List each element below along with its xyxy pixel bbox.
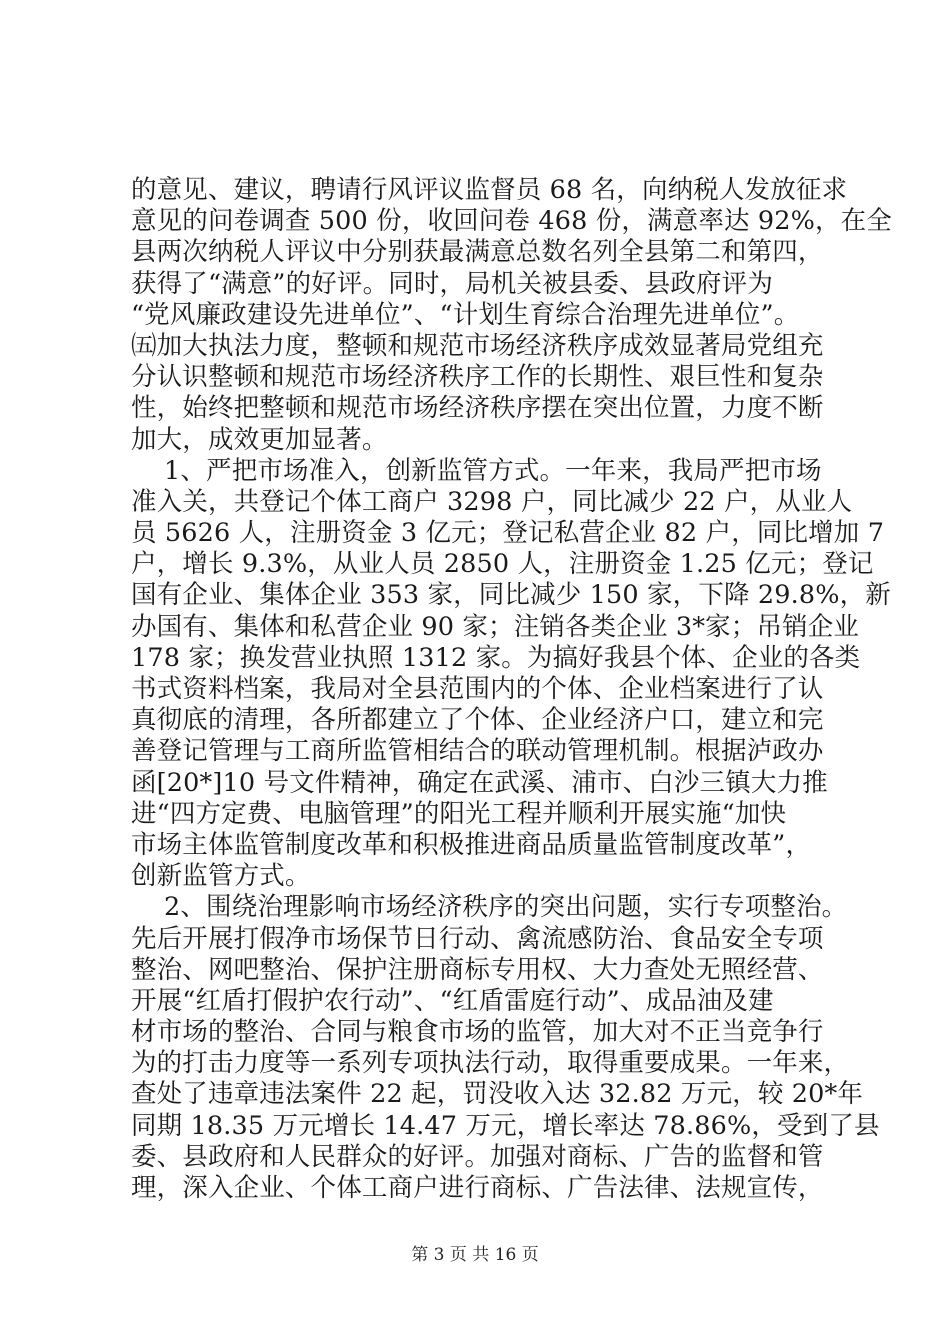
page-footer: 第 3 页 共 16 页 (411, 1245, 539, 1265)
text-line: 获得了“满意”的好评。同时，局机关被县委、县政府评为 (131, 268, 773, 299)
text-line: 分认识整顿和规范市场经济秩序工作的长期性、艰巨性和复杂 (131, 362, 824, 393)
text-line: 查处了违章违法案件 22 起，罚没收入达 32.82 万元，较 20*年 (131, 1079, 864, 1110)
document-body (131, 175, 892, 1204)
text-line: 函[20*]10 号文件精神，确定在武溪、浦市、白沙三镇大力推 (131, 767, 828, 798)
text-line: 善登记管理与工商所监管相结合的联动管理机制。根据泸政办 (131, 736, 824, 767)
text-line: 县两次纳税人评议中分别获最满意总数名列全县第二和第四， (131, 237, 824, 268)
text-line: 2、围绕治理影响市场经济秩序的突出问题，实行专项整治。 (131, 892, 848, 923)
text-line: 先后开展打假净市场保节日行动、禽流感防治、食品安全专项 (131, 923, 824, 954)
text-line: 准入关，共登记个体工商户 3298 户，同比减少 22 户，从业人 (131, 486, 853, 517)
text-line: 委、县政府和人民群众的好评。加强对商标、广告的监督和管 (131, 1141, 824, 1172)
text-line: 户，增长 9.3%，从业人员 2850 人，注册资金 1.25 亿元；登记 (131, 549, 874, 580)
text-line: 性，始终把整顿和规范市场经济秩序摆在突出位置，力度不断 (131, 393, 824, 424)
text-line: 员 5626 人，注册资金 3 亿元；登记私营企业 82 户，同比增加 7 (131, 518, 885, 549)
text-line: 整治、网吧整治、保护注册商标专用权、大力查处无照经营、 (131, 954, 824, 985)
text-line: 为的打击力度等一系列专项执法行动，取得重要成果。一年来， (131, 1048, 850, 1079)
text-line: 同期 18.35 万元增长 14.47 万元，增长率达 78.86%，受到了县 (131, 1110, 880, 1141)
text-line: 创新监管方式。 (131, 861, 311, 892)
text-line: 1、严把市场准入，创新监管方式。一年来，我局严把市场 (131, 455, 822, 486)
text-line: 市场主体监管制度改革和积极推进商品质量监管制度改革”， (131, 829, 812, 860)
text-line: 开展“红盾打假护农行动”、“红盾雷庭行动”、成品油及建 (131, 985, 774, 1016)
text-line: 材市场的整治、合同与粮食市场的监管，加大对不正当竞争行 (131, 1017, 824, 1048)
text-line: “党风廉政建设先进单位”、“计划生育综合治理先进单位”。 (131, 299, 800, 330)
text-line: 理，深入企业、个体工商户进行商标、广告法律、法规宣传， (131, 1173, 824, 1203)
text-line: 进“四方定费、电脑管理”的阳光工程并顺利开展实施“加快 (131, 798, 787, 829)
text-line: 国有企业、集体企业 353 家，同比减少 150 家，下降 29.8%，新 (131, 580, 891, 611)
text-line: 意见的问卷调查 500 份，收回问卷 468 份，满意率达 92%，在全 (131, 206, 892, 237)
text-line: 真彻底的清理，各所都建立了个体、企业经济户口，建立和完 (131, 705, 824, 736)
text-line: 的意见、建议，聘请行风评议监督员 68 名，向纳税人发放征求 (131, 175, 848, 205)
text-line: 加大，成效更加显著。 (131, 424, 388, 455)
text-line: 书式资料档案，我局对全县范围内的个体、企业档案进行了认 (131, 674, 824, 704)
text-line: 办国有、集体和私营企业 90 家；注销各类企业 3*家；吊销企业 (131, 611, 860, 642)
text-line: 178 家；换发营业执照 1312 家。为搞好我县个体、企业的各类 (131, 642, 861, 673)
text-line: ㈤加大执法力度，整顿和规范市场经济秩序成效显著局党组充 (131, 330, 824, 361)
